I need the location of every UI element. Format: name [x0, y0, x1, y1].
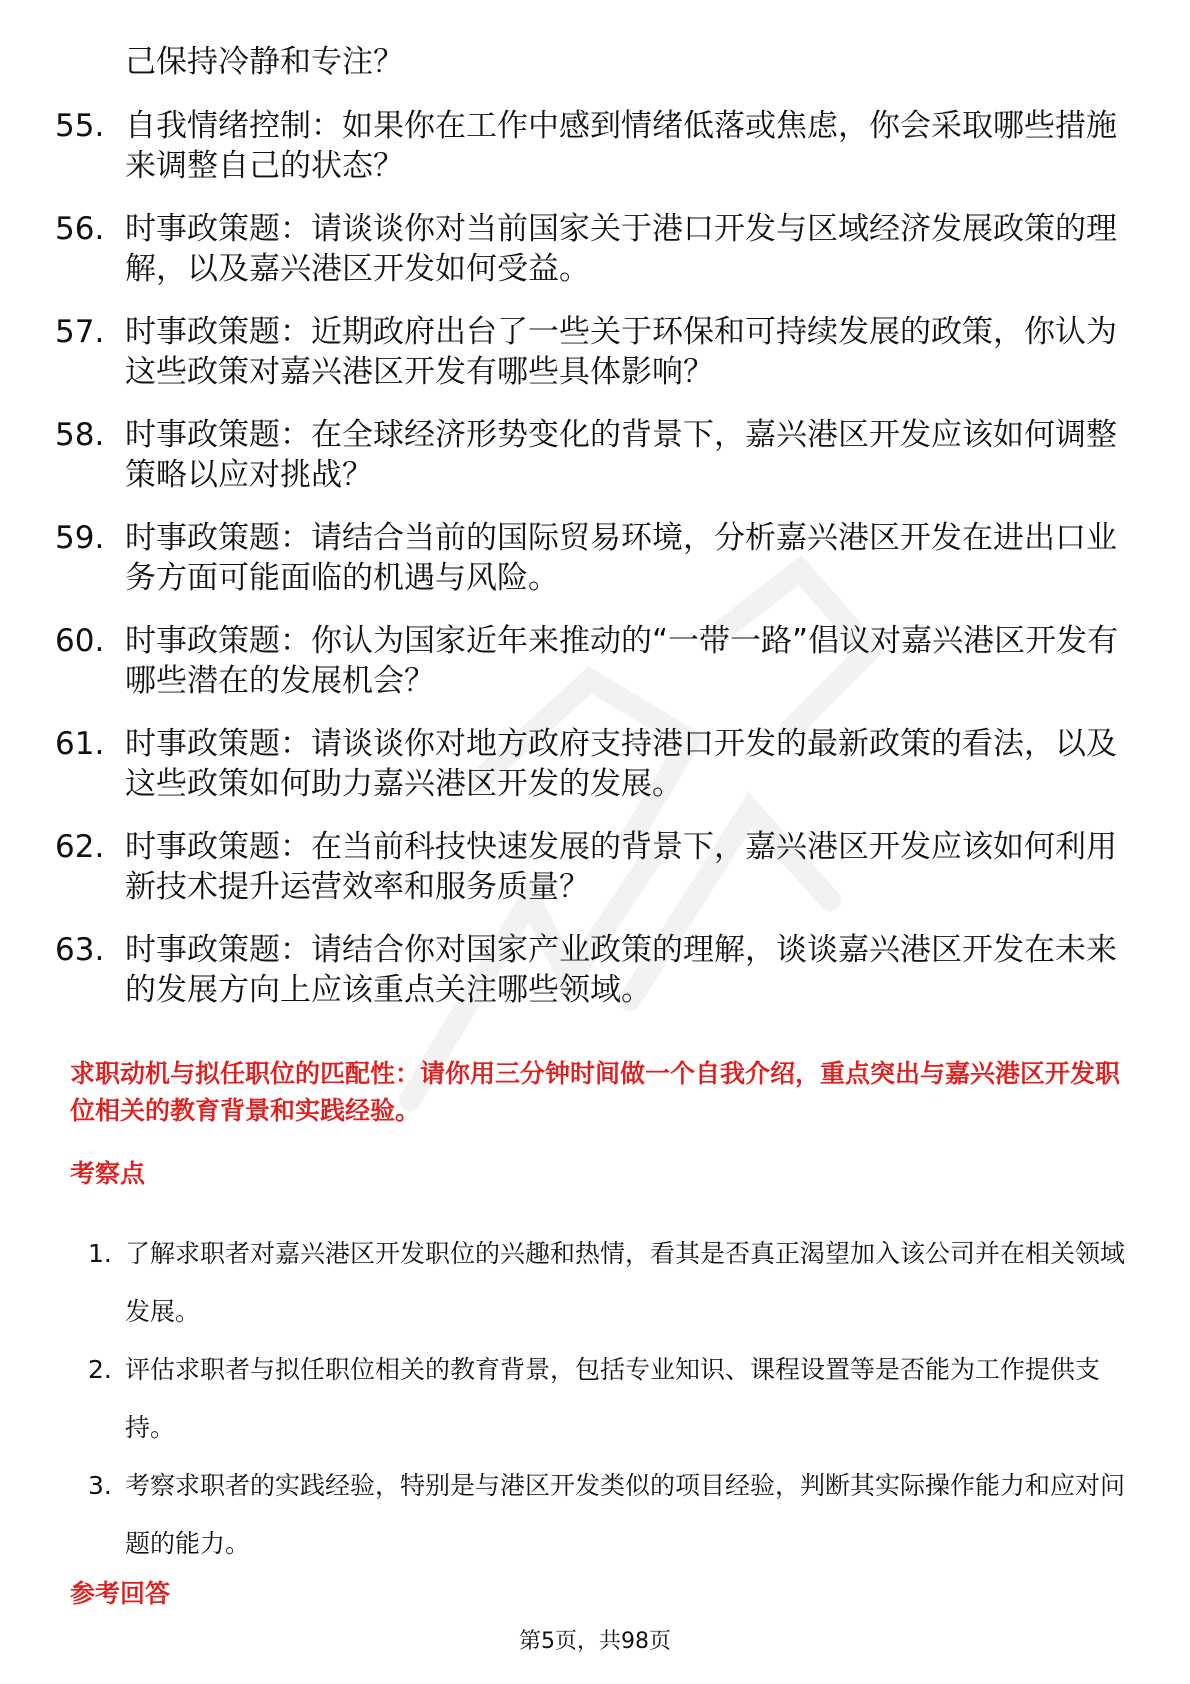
question-number: 63. [55, 932, 105, 968]
inspection-point [70, 1225, 1130, 1341]
question-text: 时事政策题：你认为国家近年来推动的“一带一路”倡议对嘉兴港区开发有哪些潜在的发展机会？ [125, 623, 1119, 699]
point-text: 考察求职者的实践经验，特别是与港区开发类似的项目经验，判断其实际操作能力和应对问题的能力。 [125, 1471, 1126, 1558]
question-text: 时事政策题：请谈谈你对当前国家关于港口开发与区域经济发展政策的理解，以及嘉兴港区开发如何受益。 [125, 211, 1117, 287]
inspection-point-list [70, 1225, 1130, 1573]
point-number: 2. [88, 1355, 112, 1384]
question-text: 时事政策题：请结合你对国家产业政策的理解，谈谈嘉兴港区开发在未来的发展方向上应该重点关注哪些领域。 [125, 932, 1117, 1008]
section-heading: 求职动机与拟任职位的匹配性：请你用三分钟时间做一个自我介绍，重点突出与嘉兴港区开发职位相关的教育背景和实践经验。 [70, 1059, 1121, 1125]
question-number: 62. [55, 829, 105, 865]
inspection-point [70, 1457, 1130, 1573]
question-number: 59. [55, 520, 105, 556]
inspection-point [70, 1341, 1130, 1457]
question-text: 时事政策题：请结合当前的国际贸易环境，分析嘉兴港区开发在进出口业务方面可能面临的机遇与风险。 [125, 520, 1117, 596]
question-item [55, 518, 1135, 598]
question-text: 时事政策题：请谈谈你对地方政府支持港口开发的最新政策的看法，以及这些政策如何助力嘉兴港区开发的发展。 [125, 726, 1117, 802]
question-number: 58. [55, 417, 105, 453]
point-number: 1. [88, 1239, 112, 1268]
point-text: 评估求职者与拟任职位相关的教育背景，包括专业知识、课程设置等是否能为工作提供支持。 [125, 1355, 1101, 1442]
question-number: 60. [55, 623, 105, 659]
question-text: 时事政策题：近期政府出台了一些关于环保和可持续发展的政策，你认为这些政策对嘉兴港区开发有哪些具体影响？ [125, 314, 1117, 390]
question-item [55, 312, 1135, 392]
question-item [55, 724, 1135, 804]
question-text: 时事政策题：在全球经济形势变化的背景下，嘉兴港区开发应该如何调整策略以应对挑战？ [125, 417, 1117, 493]
question-item [55, 106, 1135, 186]
question-number: 55. [55, 108, 105, 144]
question-number: 56. [55, 211, 105, 247]
reference-answer-label: 参考回答 [70, 1579, 171, 1608]
question-continuation: 己保持冷静和专注？ [125, 44, 404, 80]
page-footer: 第5页，共98页 [519, 1629, 671, 1654]
question-item [55, 827, 1135, 907]
question-text: 自我情绪控制：如果你在工作中感到情绪低落或焦虑，你会采取哪些措施来调整自己的状态？ [125, 108, 1117, 184]
question-item [55, 415, 1135, 495]
inspection-points-label: 考察点 [70, 1159, 146, 1188]
question-number: 61. [55, 726, 105, 762]
point-text: 了解求职者对嘉兴港区开发职位的兴趣和热情，看其是否真正渴望加入该公司并在相关领域发展。 [125, 1239, 1126, 1326]
point-number: 3. [88, 1471, 112, 1500]
question-item [55, 209, 1135, 289]
question-list [55, 42, 1135, 1033]
question-number: 57. [55, 314, 105, 350]
question-item [55, 621, 1135, 701]
question-text: 时事政策题：在当前科技快速发展的背景下，嘉兴港区开发应该如何利用新技术提升运营效率和服务质量？ [125, 829, 1117, 905]
question-item [55, 930, 1135, 1010]
